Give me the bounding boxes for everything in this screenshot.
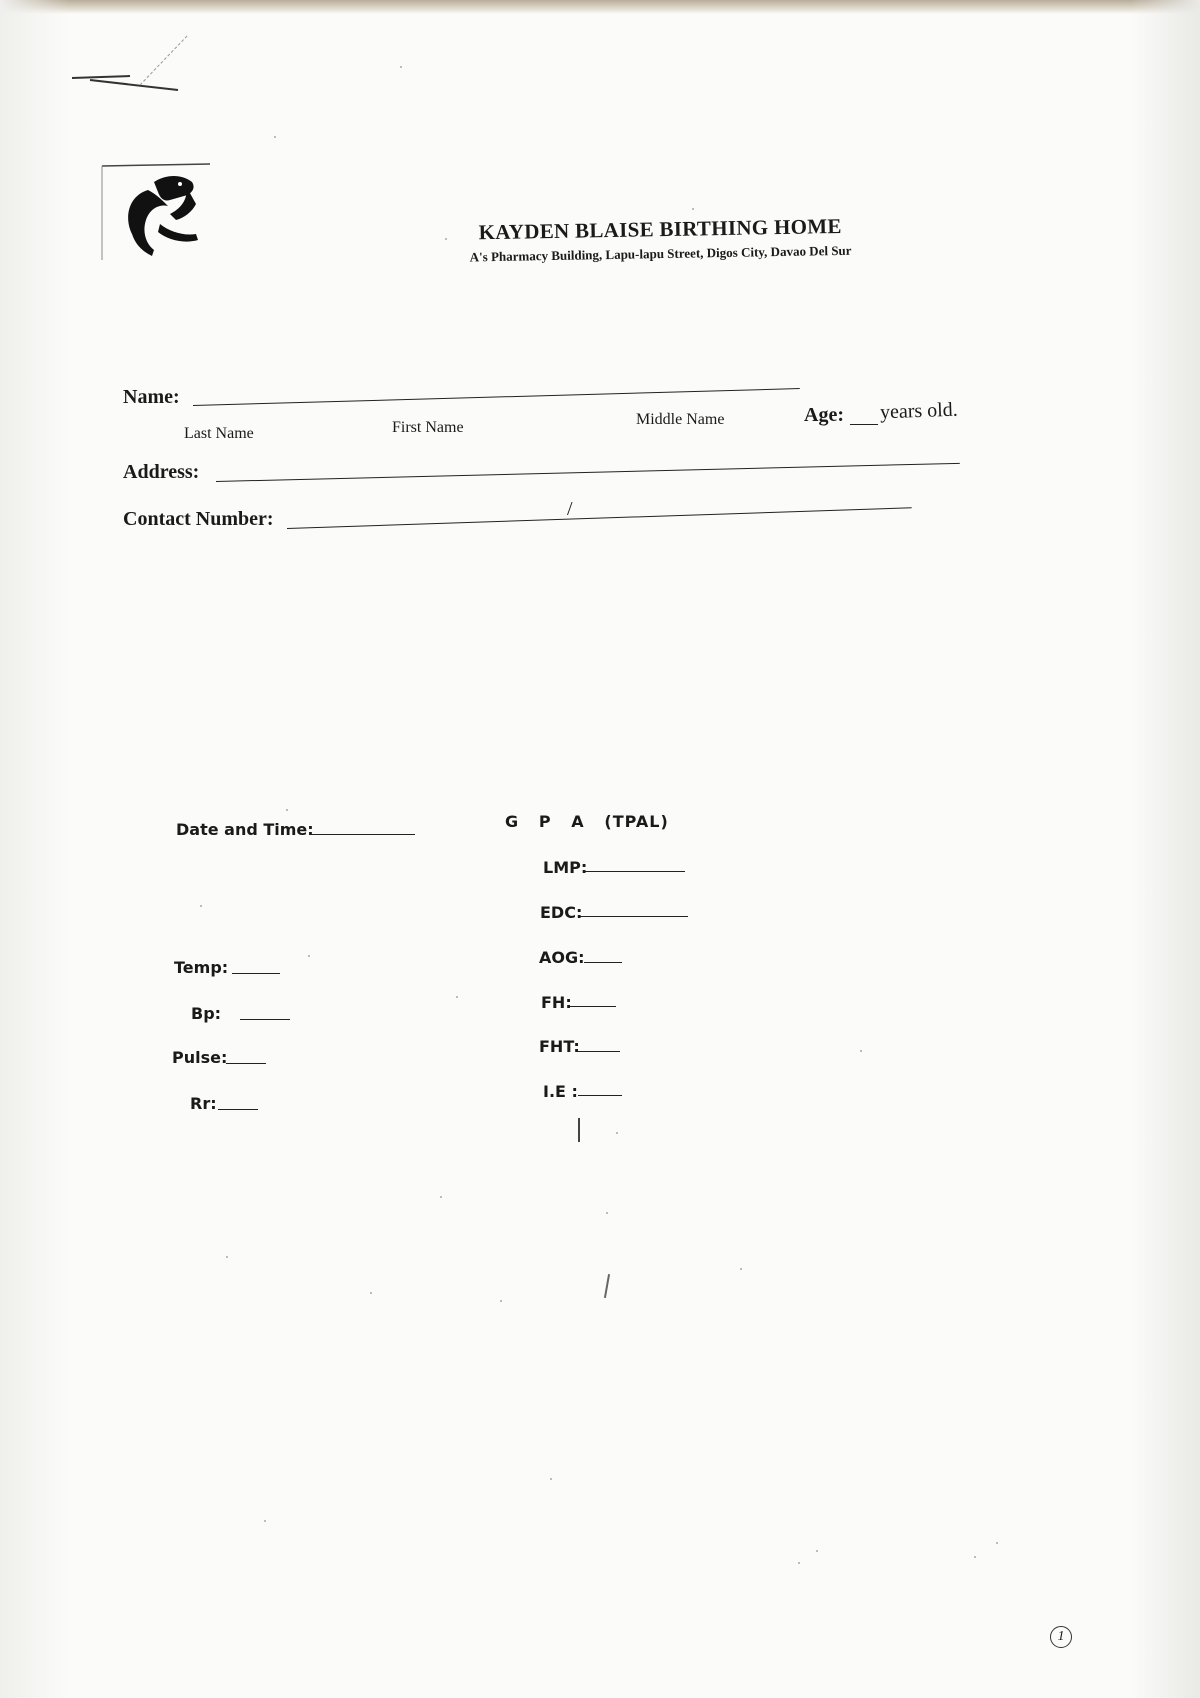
paper-speck (692, 208, 694, 210)
letterhead (380, 212, 941, 267)
middle-name-caption: Middle Name (636, 411, 725, 428)
first-name-caption: First Name (392, 419, 464, 436)
age-field[interactable] (850, 424, 878, 425)
paper-speck (264, 1520, 266, 1522)
pen-tick-mark (578, 1118, 580, 1142)
pen-scribble-mark (70, 30, 210, 100)
paper-speck (308, 955, 310, 957)
address-label: Address: (123, 461, 200, 483)
rr-field[interactable] (218, 1109, 258, 1110)
aog-label: AOG: (539, 948, 585, 967)
paper-speck (996, 1542, 998, 1544)
pulse-field[interactable] (226, 1063, 266, 1064)
temp-label: Temp: (174, 958, 229, 977)
paper-left-shadow (0, 0, 70, 1698)
pulse-label: Pulse: (172, 1048, 228, 1067)
fh-field[interactable] (570, 1006, 616, 1007)
paper-speck (606, 1212, 608, 1214)
paper-speck (550, 1478, 552, 1480)
pen-tick-mark (604, 1274, 610, 1298)
ie-field[interactable] (578, 1095, 622, 1096)
contact-separator: / (567, 498, 573, 520)
paper-speck (400, 66, 402, 68)
clinic-address: A's Pharmacy Building, Lapu-lapu Street, Digos City, Davao Del Sur (469, 242, 852, 265)
edc-field[interactable] (580, 916, 688, 917)
paper-speck (286, 809, 288, 811)
age-label: Age: (804, 404, 844, 426)
paper-speck (798, 1562, 800, 1564)
date-time-field[interactable] (310, 834, 415, 835)
gpa-tpal-label: G P A (TPAL) (505, 812, 669, 831)
fht-label: FHT: (539, 1037, 580, 1056)
paper-top-edge (0, 0, 1200, 14)
paper-speck (440, 1196, 442, 1198)
edc-label: EDC: (540, 903, 583, 922)
lmp-field[interactable] (583, 871, 685, 872)
paper-speck (370, 1292, 372, 1294)
paper-speck (445, 238, 447, 240)
ie-label: I.E : (543, 1082, 578, 1101)
aog-field[interactable] (584, 962, 622, 963)
age-suffix: years old. (879, 398, 959, 424)
paper-speck (274, 136, 276, 138)
lmp-label: LMP: (543, 858, 588, 877)
paper-speck (860, 1050, 862, 1052)
bp-field[interactable] (240, 1019, 290, 1020)
paper-speck (816, 1550, 818, 1552)
paper-speck (456, 996, 458, 998)
stork-logo-icon (100, 160, 230, 266)
address-field[interactable] (216, 463, 960, 482)
contact-number-label: Contact Number: (123, 508, 274, 530)
fht-field[interactable] (578, 1051, 620, 1052)
date-time-label: Date and Time: (176, 820, 314, 839)
last-name-caption: Last Name (184, 425, 254, 442)
paper-speck (740, 1268, 742, 1270)
page-number: 1 (1050, 1626, 1072, 1648)
name-label: Name: (123, 386, 180, 408)
temp-field[interactable] (232, 973, 280, 974)
paper-speck (500, 1300, 502, 1302)
paper-speck (974, 1556, 976, 1558)
paper-right-shadow (1130, 0, 1200, 1698)
fh-label: FH: (541, 993, 572, 1012)
paper-speck (616, 1132, 618, 1134)
paper-speck (226, 1256, 228, 1258)
paper-speck (200, 905, 202, 907)
bp-label: Bp: (191, 1004, 222, 1023)
contact-number-field[interactable] (287, 507, 912, 529)
rr-label: Rr: (190, 1094, 217, 1113)
clinic-title: KAYDEN BLAISE BIRTHING HOME (478, 213, 842, 245)
name-field[interactable] (193, 388, 800, 406)
